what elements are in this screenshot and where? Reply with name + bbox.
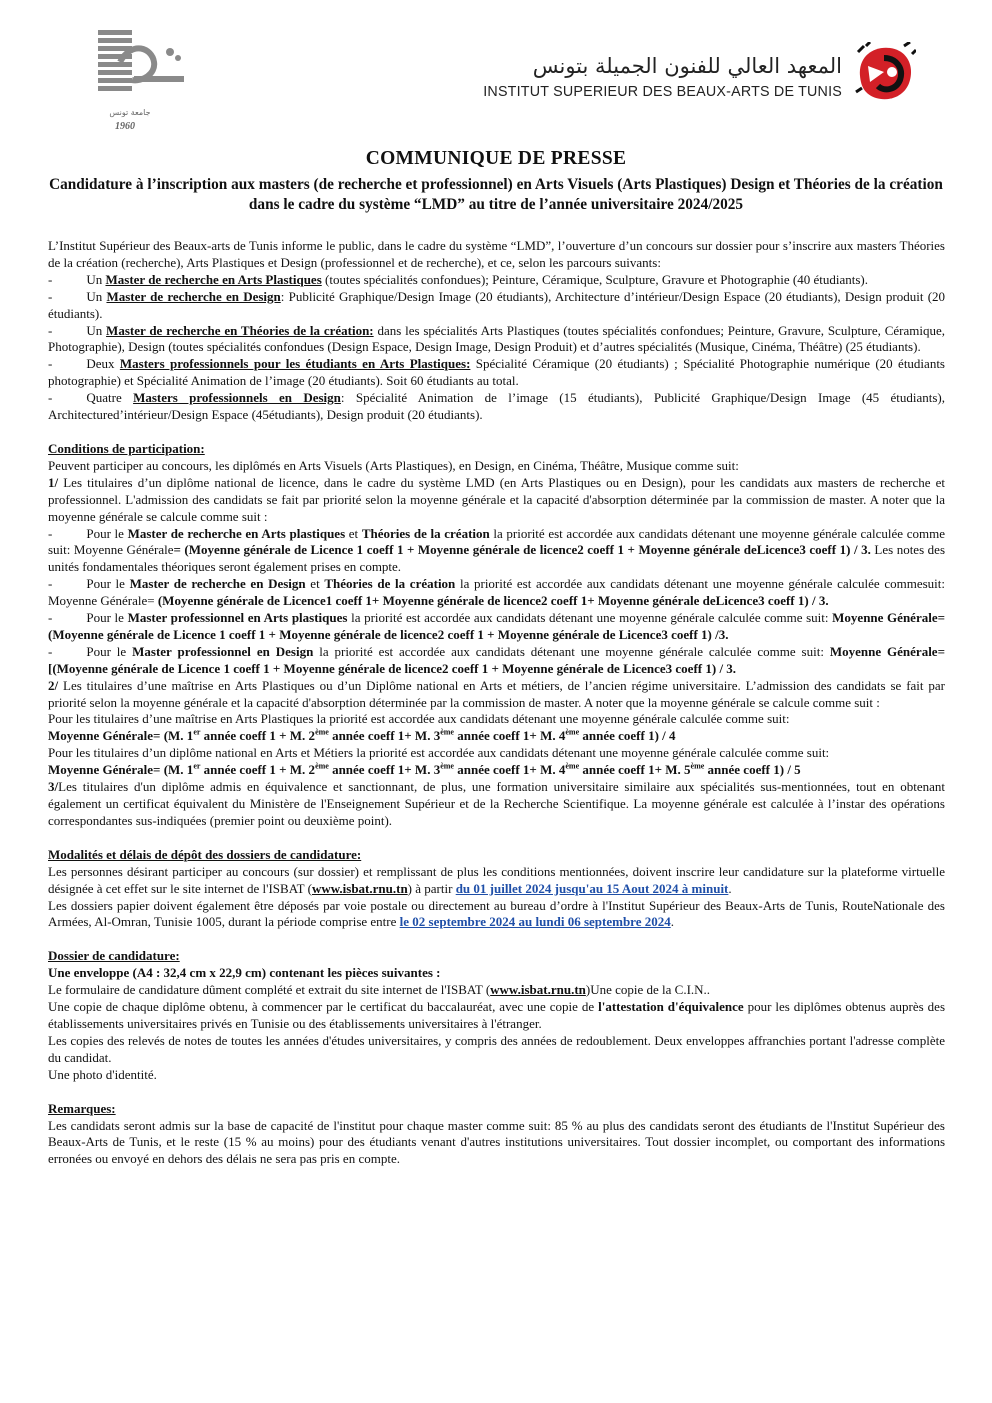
paper-deadline-dates: le 02 septembre 2024 au lundi 06 septembre 2024 xyxy=(399,914,671,930)
online-deadline-dates: du 01 juillet 2024 jusqu'au 15 Aout 2024 à minuit xyxy=(455,880,729,896)
page-subtitle: Candidature à l’inscription aux masters (de recherche et professionnel) en Arts Visuels (Arts Plastiques) Design et Théories de la création dans le cadre du système “LMD” au titre de l’année universitaire 2024/2025 xyxy=(49,176,943,213)
master-item: - Quatre Masters professionnels en Design: Spécialité Animation de l’image (15 étudiants), Publicité Graphique/Design Image (45 étudiants), Architectured’intérieur/Design Espace (45étudiants), Design produit (20 étudiants). xyxy=(48,390,946,423)
modalites-paper: Les dossiers papier doivent également être déposés par voie postale ou directement au bureau d’ordre à l'Institut Supérieur des Beaux-Arts de Tunis, RouteNationale des Armées, Al-Omran, Tunisie 1005, durant la période comprise entre le 02 septembre 2024 au lundi 06 septembre 2024. xyxy=(48,897,945,930)
master-name: Masters professionnels en Design xyxy=(133,390,341,406)
document-body xyxy=(48,238,945,1168)
intro-paragraph: L’Institut Supérieur des Beaux-arts de Tunis informe le public, dans le cadre du système “LMD”, l’ouverture d’un concours sur dossier pour s’inscrire aux masters Théories de la création (recherche), Arts Plastiques et Design (professionnel et de recherche), et ce, selon les parcours suivants: xyxy=(48,238,945,270)
diplome-national-rule: Pour les titulaires d’un diplôme national en Arts et Métiers la priorité est accordée aux candidats détenant une moyenne générale calculée comme suit: xyxy=(48,745,830,761)
remarques-text: Les candidats seront admis sur la base de capacité de l'institut pour chaque master comme suit: 85 % au plus des candidats seront des étudiants de l'Institut Supérieur des Beaux-Arts de Tunis, et le reste (15 % au moins) pour des étudiants venant d'autres institutions universitaires. Tout dossier incomplet, ou comportant des informations erronées ou envoyé en dehors des délais ne sera pas pris en compte. xyxy=(48,1117,945,1167)
condition-1: 1/ Les titulaires d’un diplôme national de licence, dans le cadre du système LMD (en Arts Plastiques ou en Design), pour les candidats aux masters de recherche et professionnel. L'admission des candidats se fait par priorité selon la moyenne générale et la capacité d'absorption déterminée par la commission de master. A noter que la moyenne générale se calcule comme suit : xyxy=(48,474,945,524)
condition-3: 3/Les titulaires d'un diplôme admis en équivalence et sanctionnant, de plus, une formation universitaire similaire aux spécialités sus-mentionnées, tout en obtenant également un certificat équivalent du Ministère de l'Enseignement Supérieur et de la Recherche Scientifique. La moyenne générale est calculée à l’instar des opérations correspondantes sus-indiquées (premier point ou deuxième point). xyxy=(48,779,945,828)
formula-diplome-national: Moyenne Générale= (M. 1er année coeff 1 + M. 2ème année coeff 1+ M. 3ème année coeff 1+ M. 4ème année coeff 1+ M. 5ème année coeff 1) / 5 xyxy=(48,761,801,778)
isbat-website-link[interactable]: www.isbat.rnu.tn xyxy=(490,982,586,998)
master-item: - Un Master de recherche en Arts Plastiques (toutes spécialités confondues); Peinture, Céramique, Sculpture, Gravure et Photographie (40 étudiants). xyxy=(48,271,868,287)
modalites-heading: Modalités et délais de dépôt des dossiers de candidature: xyxy=(48,846,362,862)
dossier-heading: Dossier de candidature: xyxy=(48,948,180,964)
university-logo-arabic-text: جامعة تونس xyxy=(109,108,151,117)
institute-name-french: INSTITUT SUPERIEUR DES BEAUX-ARTS DE TUNIS xyxy=(483,84,842,100)
condition-2: 2/ Les titulaires d’une maîtrise en Arts Plastiques ou d’un Diplôme national en Arts et métiers, de l’ancien régime universitaire. L’admission des candidats se fait par priorité selon la moyenne générale et la capacité d'absorption déterminée par la commission de master. A noter que la moyenne générale se calcule comme suit : xyxy=(48,677,945,710)
envelope-requirement: Une enveloppe (A4 : 32,4 cm x 22,9 cm) contenant les pièces suivantes : xyxy=(48,965,441,981)
modalites-online: Les personnes désirant participer au concours (sur dossier) et remplissant de plus les conditions mentionnées, doivent inscrire leur candidature sur la plateforme virtuelle désignée à cet effet sur le site internet de l'ISBAT (www.isbat.rnu.tn) à partir du 01 juillet 2024 jusqu'au 15 Aout 2024 à minuit. xyxy=(48,863,945,896)
dossier-item: Le formulaire de candidature dûment complété et extrait du site internet de l'ISBAT (www.isbat.rnu.tn)Une copie de la C.I.N.. xyxy=(48,982,711,998)
conditions-heading: Conditions de participation: xyxy=(48,440,205,456)
master-item: - Un Master de recherche en Design: Publicité Graphique/Design Image (20 étudiants), Architecture d’intérieur/Design Espace (20 étudiants), Design produit (20 étudiants). xyxy=(48,288,946,321)
rule-professional-design: - Pour le Master professionnel en Design la priorité est accordée aux candidats détenant une moyenne générale calculée comme suit: Moyenne Générale=[(Moyenne générale de Licence 1 coeff 1 + Moyenne générale de licence2 coeff 1 + Moyenne générale de Licence3 coeff 1) / 3. xyxy=(48,643,945,676)
master-item: - Deux Masters professionnels pour les étudiants en Arts Plastiques: Spécialité Céramique (20 étudiants) ; Spécialité Photographie numérique (20 étudiants photographie) et Spécialité Animation de l’image (20 étudiants). Soit 60 étudiants au total. xyxy=(48,356,945,389)
formula-maitrise: Moyenne Générale= (M. 1er année coeff 1 + M. 2ème année coeff 1+ M. 3ème année coeff 1+ M. 4ème année coeff 1) / 4 xyxy=(48,728,676,744)
master-item: - Un Master de recherche en Théories de la création: dans les spécialités Arts Plastiques (toutes spécialités confondues; Peinture, Gravure, Sculpture, Céramique, Photographie), Design (toutes spécialités confondues (Design Espace, Design Image, Design Produit) et d’autres spécialités (Musique, Cinéma, Théâtre) (25 étudiants). xyxy=(48,322,945,355)
institute-logo xyxy=(854,42,916,104)
master-name: Master de recherche en Arts Plastiques xyxy=(105,271,322,287)
master-name: Master de recherche en Design xyxy=(106,288,281,304)
university-logo-year: 1960 xyxy=(115,121,135,132)
document-header xyxy=(0,20,992,130)
master-name: Master de recherche en Théories de la création: xyxy=(106,322,374,338)
dossier-item: Une photo d'identité. xyxy=(48,1066,157,1082)
page-title: COMMUNIQUE DE PRESSE xyxy=(365,148,627,169)
document-titles xyxy=(40,148,952,215)
dossier-item: Les copies des relevés de notes de toutes les années d'études universitaires, y compris des années de redoublement. Deux enveloppes affranchies portant l'adresse complète du candidat. xyxy=(48,1032,945,1065)
rule-professional-arts-plastiques: - Pour le Master professionnel en Arts plastiques la priorité est accordée aux candidats détenant une moyenne générale calculée comme suit: Moyenne Générale= (Moyenne générale de Licence 1 coeff 1 + Moyenne générale de licence2 coeff 1 + Moyenne générale de Licence3 coeff 1) /3. xyxy=(48,610,946,642)
conditions-intro: Peuvent participer au concours, les diplômés en Arts Visuels (Arts Plastiques), en Design, en Cinéma, Théâtre, Musique comme suit: xyxy=(48,457,739,473)
institute-name-arabic: المعهد العالي للفنون الجميلة بتونس xyxy=(532,54,842,78)
rule-research-arts-plastiques: - Pour le Master de recherche en Arts plastiques et Théories de la création la priorité est accordée aux candidats détenant une moyenne générale calculée comme suit: Moyenne Générale= (Moyenne générale de Licence 1 coeff 1 + Moyenne générale de licence2 coeff 1 + Moyenne générale deLicence3 coeff 1) / 3. Les notes des unités fondamentales théoriques seront également prises en compte. xyxy=(48,525,946,575)
maitrise-rule: Pour les titulaires d’une maîtrise en Arts Plastiques la priorité est accordée aux candidats détenant une moyenne générale calculée comme suit: xyxy=(48,711,790,727)
isbat-website-link[interactable]: www.isbat.rnu.tn xyxy=(311,880,408,896)
rule-research-design: - Pour le Master de recherche en Design et Théories de la création la priorité est accordée aux candidats détenant une moyenne générale calculée commesuit: Moyenne Générale= (Moyenne générale de Licence1 coeff 1+ Moyenne générale de licence2 coeff 1+ Moyenne générale deLicence3 coeff 1) / 3. xyxy=(48,576,946,609)
dossier-item: Une copie de chaque diplôme obtenu, à commencer par le certificat du baccalauréat, avec une copie de l'attestation d'équivalence pour les diplômes obtenus auprès des établissements universitaires privés en Tunisie ou des établissements universitaires à l'étranger. xyxy=(48,999,946,1031)
master-name: Masters professionnels pour les étudiants en Arts Plastiques: xyxy=(119,356,471,372)
remarques-heading: Remarques: xyxy=(48,1100,116,1116)
